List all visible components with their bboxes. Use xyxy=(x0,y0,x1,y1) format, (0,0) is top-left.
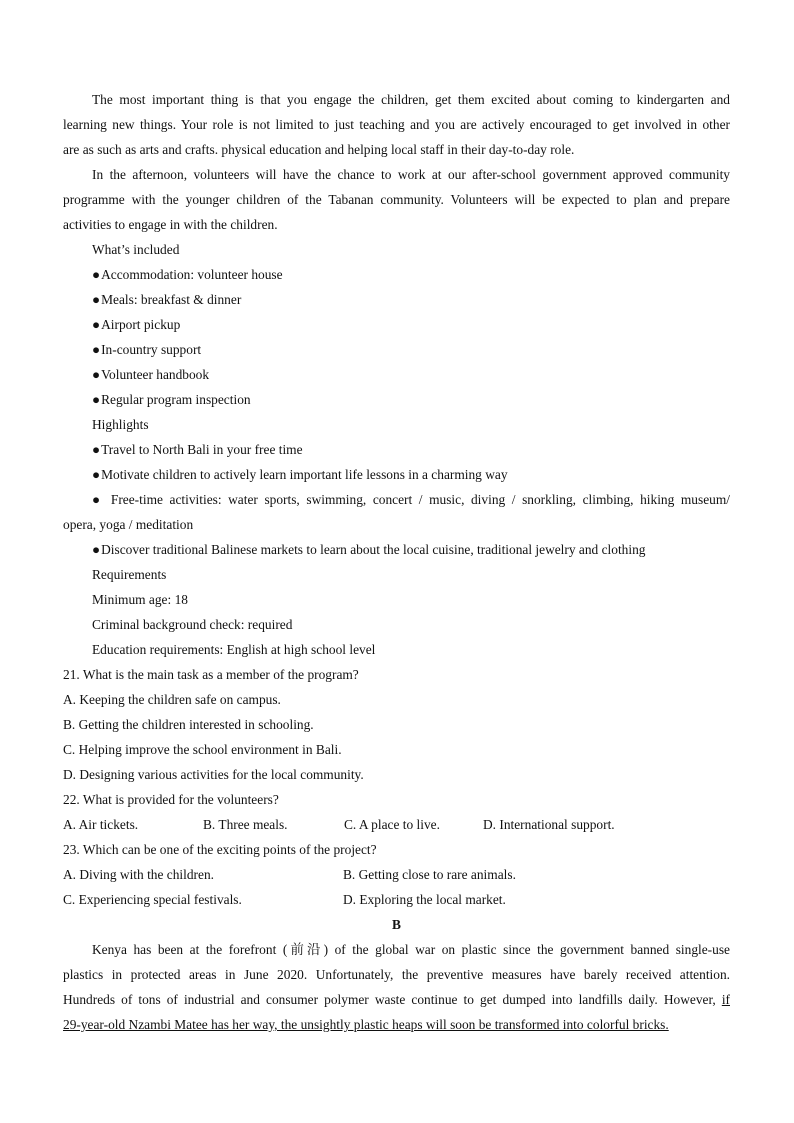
answer-option: D. International support. xyxy=(483,817,615,832)
paragraph-line xyxy=(63,1014,730,1039)
requirement-item: Criminal background check: required xyxy=(92,617,293,632)
included-item: ● Accommodation: volunteer house xyxy=(63,264,730,289)
answer-option: A. Air tickets. xyxy=(63,817,139,832)
included-item: ● Airport pickup xyxy=(63,314,730,339)
included-heading: What’s included xyxy=(92,242,180,257)
question-stem: 22. What is provided for the volunteers? xyxy=(63,792,279,807)
highlight-item-continued: opera, yoga / meditation xyxy=(63,517,194,532)
question-stem: 21. What is the main task as a member of the program? xyxy=(63,667,359,682)
document-page xyxy=(63,89,730,1039)
paragraph-line: The most important thing is that you engage the children, get them excited about coming to kindergarten and xyxy=(92,92,730,107)
requirement-item: Minimum age: 18 xyxy=(92,592,188,607)
paragraph-line: activities to engage in with the children. xyxy=(63,217,278,232)
paragraph-line: Kenya has been at the forefront (前沿) of the global war on plastic since the government banned single-use xyxy=(92,942,730,957)
requirement-item: Education requirements: English at high school level xyxy=(92,642,376,657)
answer-option: A. Diving with the children. xyxy=(63,867,214,882)
included-item: ● In-country support xyxy=(63,339,730,364)
answer-option: D. Exploring the local market. xyxy=(343,892,506,907)
question-stem: 23. Which can be one of the exciting points of the project? xyxy=(63,842,377,857)
section-heading: B xyxy=(392,917,401,932)
paragraph-line: learning new things. Your role is not limited to just teaching and you are actively encouraged to get involved in other xyxy=(63,117,730,132)
highlight-item: ● Motivate children to actively learn important life lessons in a charming way xyxy=(63,464,730,489)
underlined-text: if xyxy=(721,992,730,1007)
answer-option: C. Experiencing special festivals. xyxy=(63,892,242,907)
answer-options-row xyxy=(63,889,730,914)
paragraph-line: In the afternoon, volunteers will have the chance to work at our after-school government approved community xyxy=(92,167,730,182)
paragraph-line xyxy=(63,989,730,1014)
highlight-item: ● Free-time activities: water sports, swimming, concert / music, diving / snorkling, climbing, hiking museum/ xyxy=(63,489,730,514)
highlight-item: ● Travel to North Bali in your free time xyxy=(63,439,730,464)
answer-option: A. Keeping the children safe on campus. xyxy=(63,692,281,707)
paragraph-line: programme with the younger children of the Tabanan community. Volunteers will be expected to plan and prepare xyxy=(63,192,730,207)
answer-option: C. Helping improve the school environment in Bali. xyxy=(63,742,342,757)
included-item: ● Meals: breakfast & dinner xyxy=(63,289,730,314)
answer-option: D. Designing various activities for the local community. xyxy=(63,767,364,782)
included-item: ● Regular program inspection xyxy=(63,389,730,414)
answer-options-row xyxy=(63,814,730,839)
answer-option: B. Three meals. xyxy=(203,817,288,832)
paragraph-line: are as such as arts and crafts. physical education and helping local staff in their day-to-day role. xyxy=(63,142,575,157)
included-item: ● Volunteer handbook xyxy=(63,364,730,389)
highlight-item: ● Discover traditional Balinese markets to learn about the local cuisine, traditional jewelry and clothing xyxy=(63,539,730,564)
answer-options-row xyxy=(63,864,730,889)
requirements-heading: Requirements xyxy=(92,567,167,582)
answer-option: B. Getting the children interested in schooling. xyxy=(63,717,314,732)
paragraph-text: Hundreds of tons of industrial and consumer polymer waste continue to get dumped into landfills daily. However, xyxy=(63,992,716,1007)
underlined-text: 29-year-old Nzambi Matee has her way, the unsightly plastic heaps will soon be transformed into colorful bricks. xyxy=(63,1017,669,1032)
answer-option: B. Getting close to rare animals. xyxy=(343,867,516,882)
paragraph-line: plastics in protected areas in June 2020. Unfortunately, the preventive measures have barely received attention. xyxy=(63,967,730,982)
answer-option: C. A place to live. xyxy=(344,817,440,832)
highlights-heading: Highlights xyxy=(92,417,149,432)
